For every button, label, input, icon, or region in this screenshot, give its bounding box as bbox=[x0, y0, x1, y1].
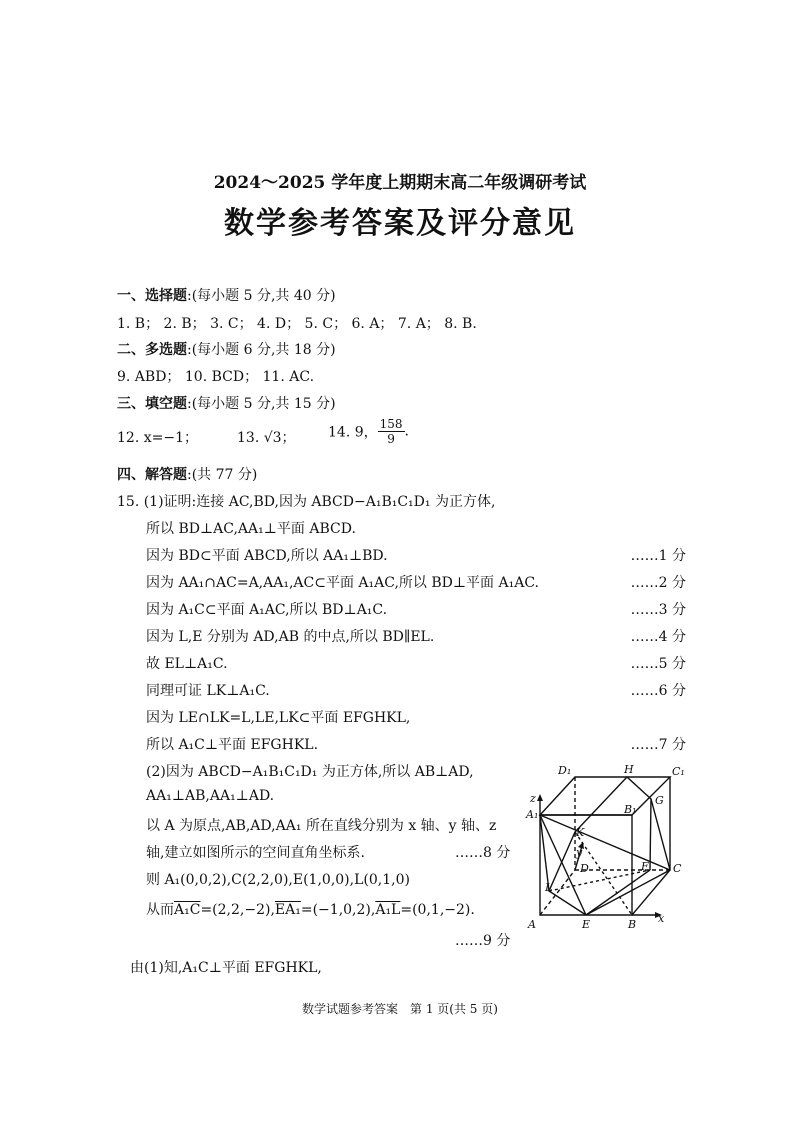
score-6: ……6 分 bbox=[630, 683, 686, 699]
vector-a1l-value: =(0,1,−2). bbox=[400, 902, 475, 918]
vector-a1l: A₁L bbox=[375, 902, 401, 918]
answer-12: 12. x=−1； bbox=[117, 430, 198, 446]
answer-14: 14. 9， $\frac{158}{9}$ . bbox=[328, 417, 409, 446]
q15-part2-line-3: 以 A 为原点,AB,AD,AA₁ 所在直线分别为 x 轴、y 轴、z bbox=[146, 818, 497, 834]
label-e: E bbox=[582, 918, 591, 931]
section-2-heading bbox=[117, 339, 336, 359]
score-1: ……1 分 bbox=[630, 548, 686, 564]
score-3: ……3 分 bbox=[630, 602, 686, 618]
section-4-note: :(共 77 分) bbox=[187, 467, 258, 483]
score-5: ……5 分 bbox=[630, 656, 686, 672]
score-7: ……7 分 bbox=[630, 737, 686, 753]
q15-line-9: 因为 LE∩LK=L,LE,LK⊂平面 EFGHKL, bbox=[146, 710, 411, 726]
q15-part2-line-5: 则 A₁(0,0,2),C(2,2,0),E(1,0,0),L(0,1,0) bbox=[146, 872, 410, 888]
q15-line-1: 15. (1)证明:连接 AC,BD,因为 ABCD−A₁B₁C₁D₁ 为正方体, bbox=[117, 494, 496, 510]
q15-line-10: 所以 A₁C⊥平面 EFGHKL. bbox=[146, 737, 319, 753]
section-3-title: 三、填空题 bbox=[117, 396, 187, 412]
label-a: A bbox=[528, 918, 536, 931]
q15-line-8: 同理可证 LK⊥A₁C. bbox=[146, 683, 270, 699]
q15-part2-line-2: AA₁⊥AB,AA₁⊥AD. bbox=[146, 788, 275, 804]
line-e-f bbox=[586, 870, 650, 915]
section-4-title: 四、解答题 bbox=[117, 467, 187, 483]
label-c: C bbox=[673, 862, 682, 875]
score-4: ……4 分 bbox=[630, 629, 686, 645]
label-y: y bbox=[576, 846, 583, 859]
label-h: H bbox=[624, 763, 634, 776]
label-x: x bbox=[658, 912, 665, 925]
label-d1: D₁ bbox=[558, 764, 572, 777]
section-2-answers: 9. ABD； 10. BCD； 11. AC. bbox=[117, 369, 315, 385]
vector-a1c: A₁C bbox=[174, 902, 201, 918]
q15-line-3: 因为 BD⊂平面 ABCD,所以 AA₁⊥BD. bbox=[146, 548, 388, 564]
score-8: ……8 分 bbox=[455, 845, 511, 861]
section-1-heading bbox=[117, 285, 336, 305]
q15-line-4: 因为 AA₁∩AC=A,AA₁,AC⊂平面 A₁AC,所以 BD⊥平面 A₁AC. bbox=[146, 575, 539, 591]
cube-figure bbox=[520, 760, 695, 935]
label-b: B bbox=[628, 918, 637, 931]
label-l: L bbox=[545, 881, 553, 894]
section-3-note: :(每小题 5 分,共 15 分) bbox=[187, 396, 336, 412]
section-hexagon bbox=[549, 777, 670, 915]
page-title: 数学参考答案及评分意见 bbox=[224, 206, 576, 241]
vector-ea1: EA₁ bbox=[274, 902, 301, 918]
q15-line-5: 因为 A₁C⊂平面 A₁AC,所以 BD⊥A₁C. bbox=[146, 602, 388, 618]
section-2-note: :(每小题 6 分,共 18 分) bbox=[187, 342, 336, 358]
page-footer: 数学试题参考答案 第 1 页(共 5 页) bbox=[302, 1002, 498, 1016]
q15-line-2: 所以 BD⊥AC,AA₁⊥平面 ABCD. bbox=[146, 521, 356, 537]
q15-part2-line-6 bbox=[146, 899, 475, 919]
answer-14-prefix: 14. 9， bbox=[328, 424, 378, 441]
line-f-g bbox=[650, 799, 651, 870]
answer-13: 13. √3； bbox=[237, 430, 296, 446]
score-9: ……9 分 bbox=[455, 933, 511, 949]
section-1-note: :(每小题 5 分,共 40 分) bbox=[187, 288, 336, 304]
section-3-heading bbox=[117, 393, 336, 413]
q15-line-7: 故 EL⊥A₁C. bbox=[146, 656, 228, 672]
text-prefix: 从而 bbox=[146, 902, 174, 918]
label-k: K bbox=[576, 826, 585, 839]
label-g: G bbox=[655, 794, 664, 807]
fraction-numerator: 158 bbox=[379, 417, 403, 431]
section-4-heading bbox=[117, 464, 257, 484]
z-arrow bbox=[537, 794, 543, 801]
fraction-denominator: 9 bbox=[387, 432, 395, 446]
score-2: ……2 分 bbox=[630, 575, 686, 591]
q15-part2-line-7: 由(1)知,A₁C⊥平面 EFGHKL, bbox=[130, 960, 322, 976]
vector-a1c-value: =(2,2,−2), bbox=[200, 902, 275, 918]
q15-part2-line-4: 轴,建立如图所示的空间直角坐标系. bbox=[146, 845, 365, 861]
exam-subtitle: 2024～2025 学年度上期期末高二年级调研考试 bbox=[213, 173, 587, 193]
label-a1: A₁ bbox=[526, 808, 539, 821]
label-c1: C₁ bbox=[672, 765, 685, 778]
label-d: D bbox=[580, 862, 589, 875]
section-2-title: 二、多选题 bbox=[117, 342, 187, 358]
label-f: F bbox=[641, 860, 649, 873]
vector-ea1-value: =(−1,0,2), bbox=[300, 902, 376, 918]
edge-b-c bbox=[632, 870, 670, 915]
section-1-title: 一、选择题 bbox=[117, 288, 187, 304]
label-b1: B₁ bbox=[624, 803, 637, 816]
q15-line-6: 因为 L,E 分别为 AD,AB 的中点,所以 BD∥EL. bbox=[146, 629, 435, 645]
answer-14-fraction bbox=[378, 417, 405, 446]
q15-part2-line-1: (2)因为 ABCD−A₁B₁C₁D₁ 为正方体,所以 AB⊥AD, bbox=[146, 764, 474, 780]
section-1-answers: 1. B； 2. B； 3. C； 4. D； 5. C； 6. A； 7. A； 8. B. bbox=[117, 316, 477, 332]
label-z: z bbox=[530, 792, 536, 805]
